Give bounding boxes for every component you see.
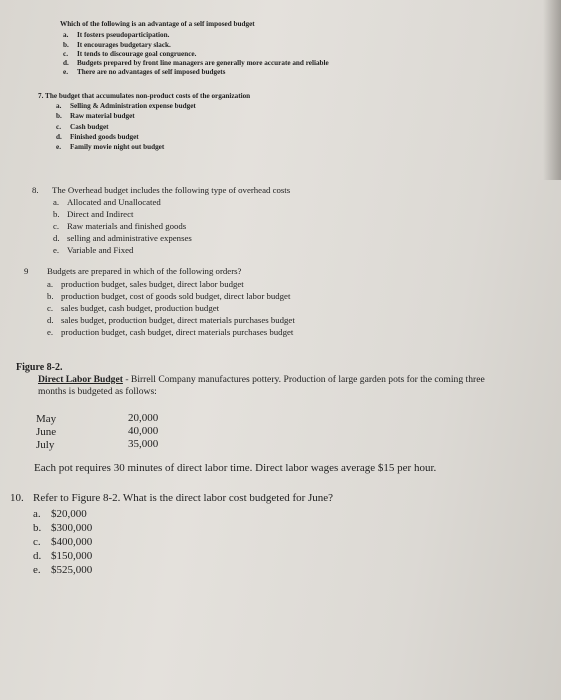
question-10-option-e: e. $525,000	[33, 564, 93, 576]
question-9-option-c: c. sales budget, cash budget, production budget	[47, 303, 220, 313]
production-row-value: 20,000	[128, 412, 159, 424]
question-9-number: 9	[24, 266, 29, 276]
question-9-option-b: b. production budget, cost of goods sold budget, direct labor budget	[47, 291, 291, 301]
question-6-option-a: a. It fosters pseudoparticipation.	[63, 31, 170, 39]
question-9-option-a: a. production budget, sales budget, direct labor budget	[47, 279, 244, 289]
production-row-value: 40,000	[128, 425, 159, 437]
question-7-option-e: e. Family movie night out budget	[56, 143, 165, 151]
question-10-option-c: c. $400,000	[33, 536, 93, 548]
question-8-option-c: c. Raw materials and finished goods	[53, 221, 187, 231]
question-9-stem: Budgets are prepared in which of the following orders?	[47, 266, 242, 276]
question-8-option-e: e. Variable and Fixed	[53, 245, 134, 255]
figure-description-line-2: months is budgeted as follows:	[38, 386, 157, 397]
question-7-option-c: c. Cash budget	[56, 123, 109, 131]
figure-heading: Direct Labor Budget	[38, 374, 123, 385]
question-10-option-d: d. $150,000	[33, 550, 93, 562]
question-8-option-b: b. Direct and Indirect	[53, 209, 134, 219]
question-9-option-e: e. production budget, cash budget, direct materials purchases budget	[47, 327, 294, 337]
question-7-stem: 7. The budget that accumulates non-product costs of the organization	[38, 92, 251, 100]
question-10-option-a: a. $20,000	[33, 508, 87, 520]
figure-description-line-1: Direct Labor Budget - Birrell Company manufactures pottery. Production of large garden pots for the coming three	[38, 374, 485, 385]
question-7-option-a: a. Selling & Administration expense budget	[56, 102, 196, 110]
question-10-stem: Refer to Figure 8-2. What is the direct labor cost budgeted for June?	[33, 492, 334, 504]
question-7-option-b: b. Raw material budget	[56, 112, 135, 120]
figure-note: Each pot requires 30 minutes of direct labor time. Direct labor wages average $15 per hour.	[34, 462, 437, 474]
question-6-option-c: c. It tends to discourage goal congruence.	[63, 50, 197, 58]
production-row-month: June	[36, 426, 57, 438]
production-row-value: 35,000	[128, 438, 159, 450]
question-6-option-d: d. Budgets prepared by front line managers are generally more accurate and reliable	[63, 59, 329, 67]
question-8-stem: The Overhead budget includes the following type of overhead costs	[52, 185, 291, 195]
question-10-option-b: b. $300,000	[33, 522, 93, 534]
question-8-option-d: d. selling and administrative expenses	[53, 233, 192, 243]
question-8-option-a: a. Allocated and Unallocated	[53, 197, 161, 207]
question-6-stem: Which of the following is an advantage of a self imposed budget	[60, 20, 255, 28]
question-7-option-d: d. Finished goods budget	[56, 133, 139, 141]
question-6-option-b: b. It encourages budgetary slack.	[63, 41, 171, 49]
production-row-month: July	[36, 439, 55, 451]
production-row-month: May	[36, 413, 57, 425]
question-10-number: 10.	[10, 492, 24, 504]
question-6-option-e: e. There are no advantages of self imposed budgets	[63, 68, 226, 76]
question-8-number: 8.	[32, 185, 39, 195]
page-shadow	[543, 0, 561, 180]
figure-title: Figure 8-2.	[16, 362, 63, 373]
question-9-option-d: d. sales budget, production budget, direct materials purchases budget	[47, 315, 295, 325]
